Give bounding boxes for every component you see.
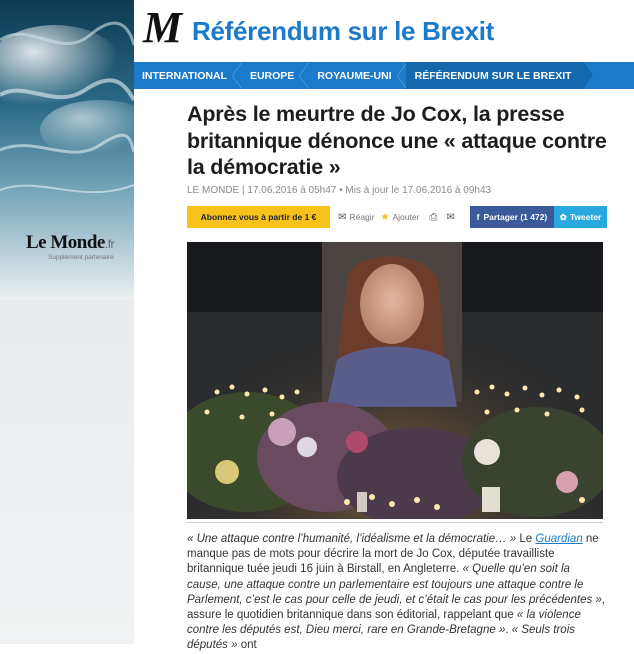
- twitter-icon: ✿: [559, 211, 567, 222]
- breadcrumb-royaume-uni[interactable]: ROYAUME-UNI: [308, 62, 405, 89]
- add-button[interactable]: [381, 212, 420, 223]
- sidebar-partner-banner[interactable]: [0, 0, 134, 644]
- le-monde-logo-text: Le Monde: [26, 232, 105, 253]
- page-header: [134, 0, 634, 62]
- breadcrumb: [134, 62, 634, 89]
- body-text-2: , assure le quotidien britannique dans son éditorial, rappelant que: [187, 593, 606, 622]
- article-headline: Après le meurtre de Jo Cox, la presse britannique dénonce une « attaque contre la démocratie »: [187, 102, 607, 179]
- article-body: [187, 532, 607, 654]
- article-meta: LE MONDE | 17.06.2016 à 05h47 • Mis à jour le 17.06.2016 à 09h43: [187, 185, 492, 196]
- article-toolbar: [187, 206, 607, 228]
- quote-4: « Seuls trois députés »: [187, 624, 576, 652]
- body-text-1: ne manque pas de mots pour décrire la mort de Jo Cox, députée travailliste britannique tuée jeudi 16 juin à Birstall, en Angleterre.: [187, 533, 599, 576]
- facebook-share-label: Partager (1 472): [483, 212, 548, 222]
- le-monde-logo-suffix: .fr: [104, 237, 115, 251]
- react-label: Réagir: [349, 212, 375, 222]
- body-text-4: ont: [237, 639, 257, 652]
- body-text-3: .: [505, 624, 512, 637]
- le-monde-logo: [26, 232, 114, 254]
- facebook-share-button[interactable]: [470, 206, 554, 228]
- add-label: Ajouter: [392, 212, 420, 222]
- quote-2: « Quelle qu’en soit la cause, une attaque contre un parlementaire est toujours une attaque contre le Parlement, c’est le cas pour celle de jeudi, et c’était le cas pour les précédentes »: [187, 563, 602, 606]
- breadcrumb-international[interactable]: INTERNATIONAL: [134, 62, 241, 89]
- envelope-icon: ✉: [446, 211, 455, 223]
- print-button[interactable]: [429, 212, 440, 223]
- le-monde-m-logo[interactable]: M: [143, 3, 183, 52]
- breadcrumb-europe[interactable]: EUROPE: [241, 62, 308, 89]
- subscribe-button[interactable]: Abonnez vous à partir de 1 €: [187, 206, 330, 228]
- twitter-share-button[interactable]: [554, 206, 607, 228]
- photo-divider: [187, 522, 603, 523]
- partner-label: Supplément partenaire: [48, 254, 114, 261]
- article-photo: [187, 242, 603, 519]
- quote-1: « Une attaque contre l’humanité, l’idéalisme et la démocratie… »: [187, 533, 517, 545]
- facebook-icon: f: [476, 212, 480, 222]
- email-button[interactable]: [446, 212, 457, 223]
- speech-bubble-icon: ✉: [338, 211, 347, 223]
- star-icon: ★: [380, 211, 390, 223]
- printer-icon: ⎙: [429, 211, 438, 223]
- body-text-le: Le: [516, 533, 536, 545]
- react-button[interactable]: [338, 212, 374, 223]
- quote-3: « la violence contre les députés est, Dieu merci, rare en Grande-Bretagne »: [187, 609, 581, 637]
- section-title[interactable]: Référendum sur le Brexit: [192, 16, 495, 46]
- vigil-photo-illustration: [187, 242, 603, 519]
- breadcrumb-referendum-brexit[interactable]: RÉFÉRENDUM SUR LE BREXIT: [406, 62, 584, 89]
- guardian-link[interactable]: Guardian: [535, 533, 583, 545]
- breadcrumb-arrow: [584, 62, 593, 88]
- twitter-share-label: Tweeter: [569, 212, 602, 222]
